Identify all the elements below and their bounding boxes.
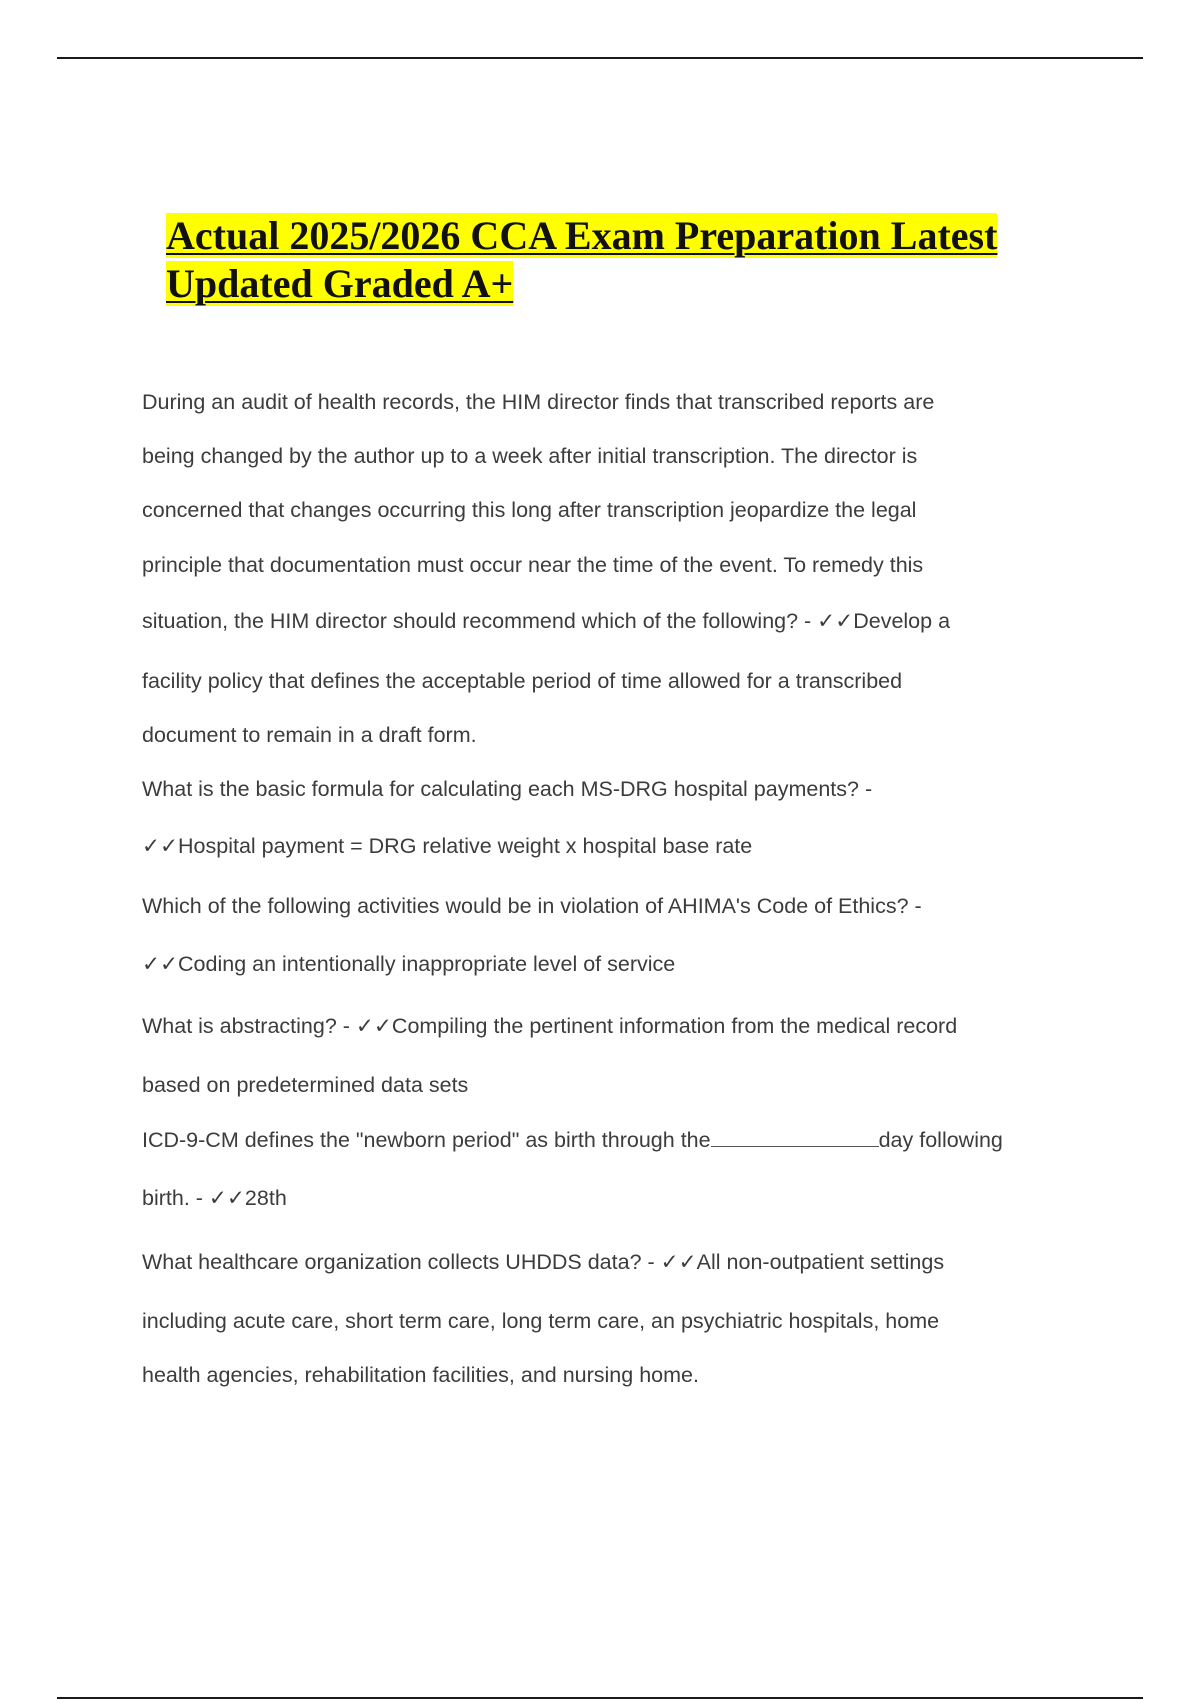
title-line-1: Actual 2025/2026 CCA Exam Preparation Latest (166, 213, 998, 258)
question-5-text-after-blank: day following (878, 1128, 1003, 1152)
question-1-line-4: principle that documentation must occur near the time of the event. To remedy this (142, 553, 924, 577)
fill-in-blank (711, 1126, 879, 1147)
top-rule (57, 57, 1143, 59)
question-5-text-before-blank: ICD-9-CM defines the "newborn period" as birth through the (142, 1128, 711, 1152)
answer-6-line-1: including acute care, short term care, long term care, an psychiatric hospitals, home (142, 1309, 940, 1333)
document-title (166, 212, 1066, 308)
question-5 (142, 1126, 1003, 1154)
answer-1-line-2: document to remain in a draft form. (142, 723, 477, 747)
question-4: What is abstracting? - ✓✓Compiling the pertinent information from the medical record (142, 1014, 958, 1038)
answer-5: birth. - ✓✓28th (142, 1186, 287, 1210)
question-3: Which of the following activities would be in violation of AHIMA's Code of Ethics? - (142, 894, 922, 918)
question-1-line-2: being changed by the author up to a week after initial transcription. The director is (142, 444, 918, 468)
question-6: What healthcare organization collects UHDDS data? - ✓✓All non-outpatient settings (142, 1250, 945, 1274)
question-1-line-3: concerned that changes occurring this long after transcription jeopardize the legal (142, 498, 917, 522)
answer-1-line-1: facility policy that defines the acceptable period of time allowed for a transcribed (142, 669, 903, 693)
answer-4: based on predetermined data sets (142, 1073, 469, 1097)
answer-6-line-2: health agencies, rehabilitation facilities, and nursing home. (142, 1363, 699, 1387)
bottom-rule (57, 1697, 1143, 1699)
question-1-line-5: situation, the HIM director should recommend which of the following? - ✓✓Develop a (142, 609, 951, 633)
question-2: What is the basic formula for calculating each MS-DRG hospital payments? - (142, 777, 873, 801)
answer-2: ✓✓Hospital payment = DRG relative weight x hospital base rate (142, 834, 753, 858)
question-1-line-1: During an audit of health records, the HIM director finds that transcribed reports are (142, 390, 935, 414)
answer-3: ✓✓Coding an intentionally inappropriate level of service (142, 952, 676, 976)
title-line-2: Updated Graded A+ (166, 261, 514, 306)
